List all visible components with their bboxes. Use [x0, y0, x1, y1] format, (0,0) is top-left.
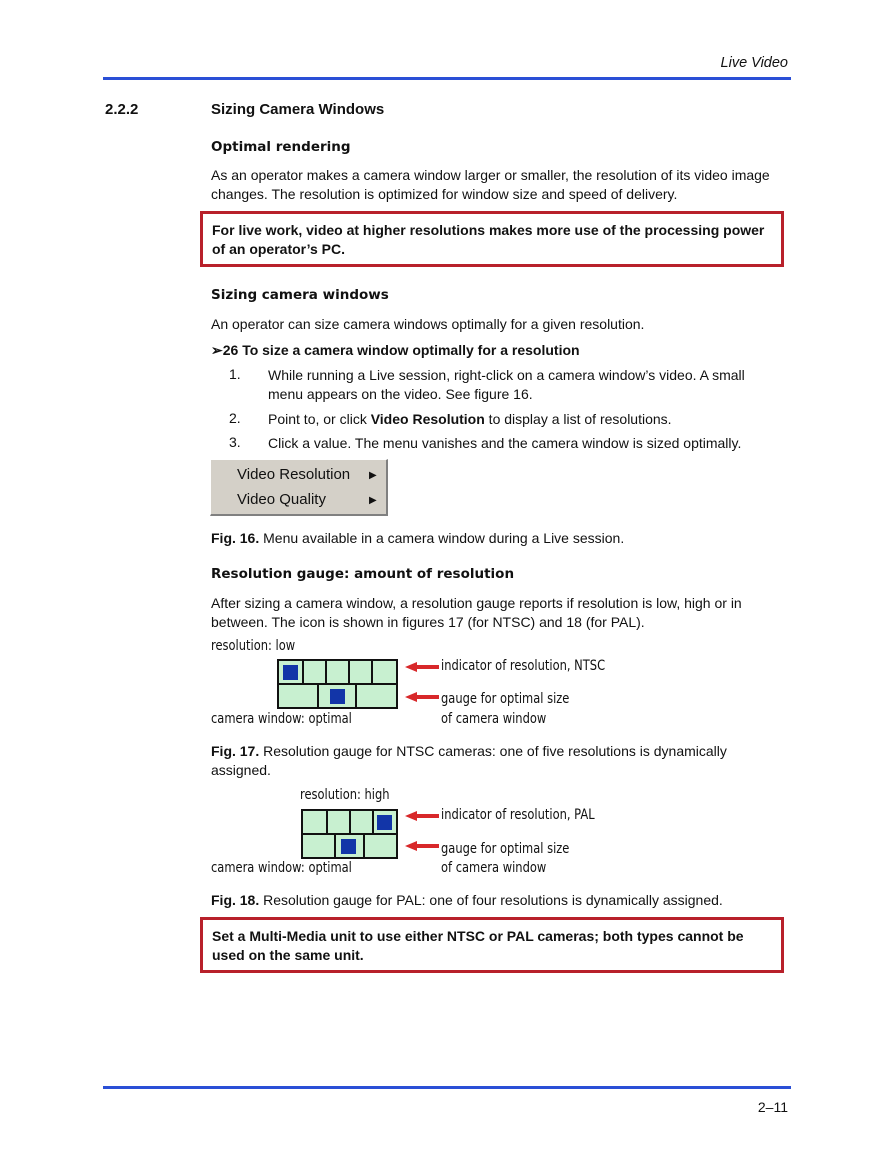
submenu-arrow-icon: ▶: [369, 470, 377, 481]
ntsc-resolution-gauge: [277, 659, 398, 709]
heading-sizing-camera-windows: Sizing camera windows: [211, 287, 389, 303]
ntsc-gauge-label-1: gauge for optimal size: [441, 691, 570, 707]
figure-label: Fig. 16.: [211, 530, 260, 546]
arrow-left-icon: [405, 811, 439, 821]
note-box-processing: [200, 211, 784, 267]
step-text: [268, 410, 778, 429]
step-text: Click a value. The menu vanishes and the camera window is sized optimally.: [268, 435, 742, 451]
optimal-size-indicator-square: [330, 689, 345, 704]
submenu-arrow-icon: ▶: [369, 495, 377, 506]
footer-rule: [103, 1086, 791, 1089]
menu-item-video-resolution[interactable]: Video Resolution: [237, 466, 351, 483]
note-box-ntsc-pal: [200, 917, 784, 973]
figure-caption-18: [211, 891, 781, 910]
figure-caption-16: [211, 529, 781, 548]
pal-gauge-label-1: gauge for optimal size: [441, 841, 570, 857]
header-rule: [103, 77, 791, 80]
figure-caption-text: Resolution gauge for PAL: one of four resolutions is dynamically assigned.: [259, 892, 723, 908]
step-number: 3.: [229, 434, 241, 450]
step-number: 2.: [229, 410, 241, 426]
procedure-title: ➢26 To size a camera window optimally for a resolution: [211, 342, 580, 358]
ntsc-top-label: resolution: low: [211, 638, 296, 654]
heading-resolution-gauge: Resolution gauge: amount of resolution: [211, 566, 515, 582]
arrow-left-icon: [405, 692, 439, 702]
ntsc-arrows: [405, 660, 441, 710]
paragraph-gauge: After sizing a camera window, a resolution gauge reports if resolution is low, high or in between. The icon is shown in figures 17 (for NTSC) and 18 (for PAL).: [211, 595, 742, 630]
section-number: 2.2.2: [105, 101, 139, 118]
figure-label: Fig. 17.: [211, 743, 260, 759]
gauge-cell: [302, 661, 327, 685]
note-text: Set a Multi-Media unit to use either NTSC or PAL cameras; both types cannot be used on the same unit.: [212, 928, 744, 963]
section-title: Sizing Camera Windows: [211, 101, 385, 118]
gauge-cell: [303, 835, 336, 859]
gauge-cell: [349, 811, 374, 835]
step-number: 1.: [229, 366, 241, 382]
optimal-size-indicator-square: [341, 839, 356, 854]
figure-caption-text: Menu available in a camera window during a Live session.: [259, 530, 625, 546]
step-text-pre: Point to, or click: [268, 411, 371, 427]
resolution-indicator-square: [283, 665, 298, 680]
heading-optimal-rendering: Optimal rendering: [211, 139, 351, 155]
pal-resolution-gauge: [301, 809, 398, 859]
ntsc-gauge-label-2: of camera window: [441, 711, 547, 727]
figure-label: Fig. 18.: [211, 892, 260, 908]
figure-caption-17: [211, 742, 781, 780]
paragraph-sizing: An operator can size camera windows optimally for a given resolution.: [211, 316, 645, 332]
gauge-cell: [348, 661, 373, 685]
resolution-indicator-square: [377, 815, 392, 830]
gauge-cell: [279, 685, 319, 709]
context-menu-figure: [210, 459, 388, 516]
pal-indicator-label: indicator of resolution, PAL: [441, 807, 595, 823]
step-text: While running a Live session, right-click on a camera window’s video. A small menu appears on the video. See figure 16.: [268, 367, 745, 402]
gauge-cell: [326, 811, 351, 835]
pal-gauge-label-2: of camera window: [441, 860, 547, 876]
step-text-post: to display a list of resolutions.: [484, 411, 672, 427]
pal-top-label: resolution: high: [300, 787, 390, 803]
page-number: 2–11: [757, 1099, 788, 1115]
ntsc-bottom-label: camera window: optimal: [211, 711, 352, 727]
menu-item-video-quality[interactable]: Video Quality: [237, 491, 326, 508]
gauge-cell: [303, 811, 328, 835]
arrow-left-icon: [405, 841, 439, 851]
figure-caption-text: Resolution gauge for NTSC cameras: one of five resolutions is dynamically assigned.: [211, 743, 727, 778]
pal-arrows: [405, 809, 441, 859]
pal-bottom-label: camera window: optimal: [211, 860, 352, 876]
paragraph-optimal: As an operator makes a camera window larger or smaller, the resolution of its video image changes. The resolution is optimized for window size and speed of delivery.: [211, 167, 770, 202]
note-text: For live work, video at higher resolutions makes more use of the processing power of an operator’s PC.: [212, 222, 765, 257]
step-text-bold: Video Resolution: [370, 411, 485, 427]
arrow-left-icon: [405, 662, 439, 672]
gauge-cell: [325, 661, 350, 685]
running-header: Live Video: [720, 55, 788, 71]
ntsc-indicator-label: indicator of resolution, NTSC: [441, 658, 606, 674]
